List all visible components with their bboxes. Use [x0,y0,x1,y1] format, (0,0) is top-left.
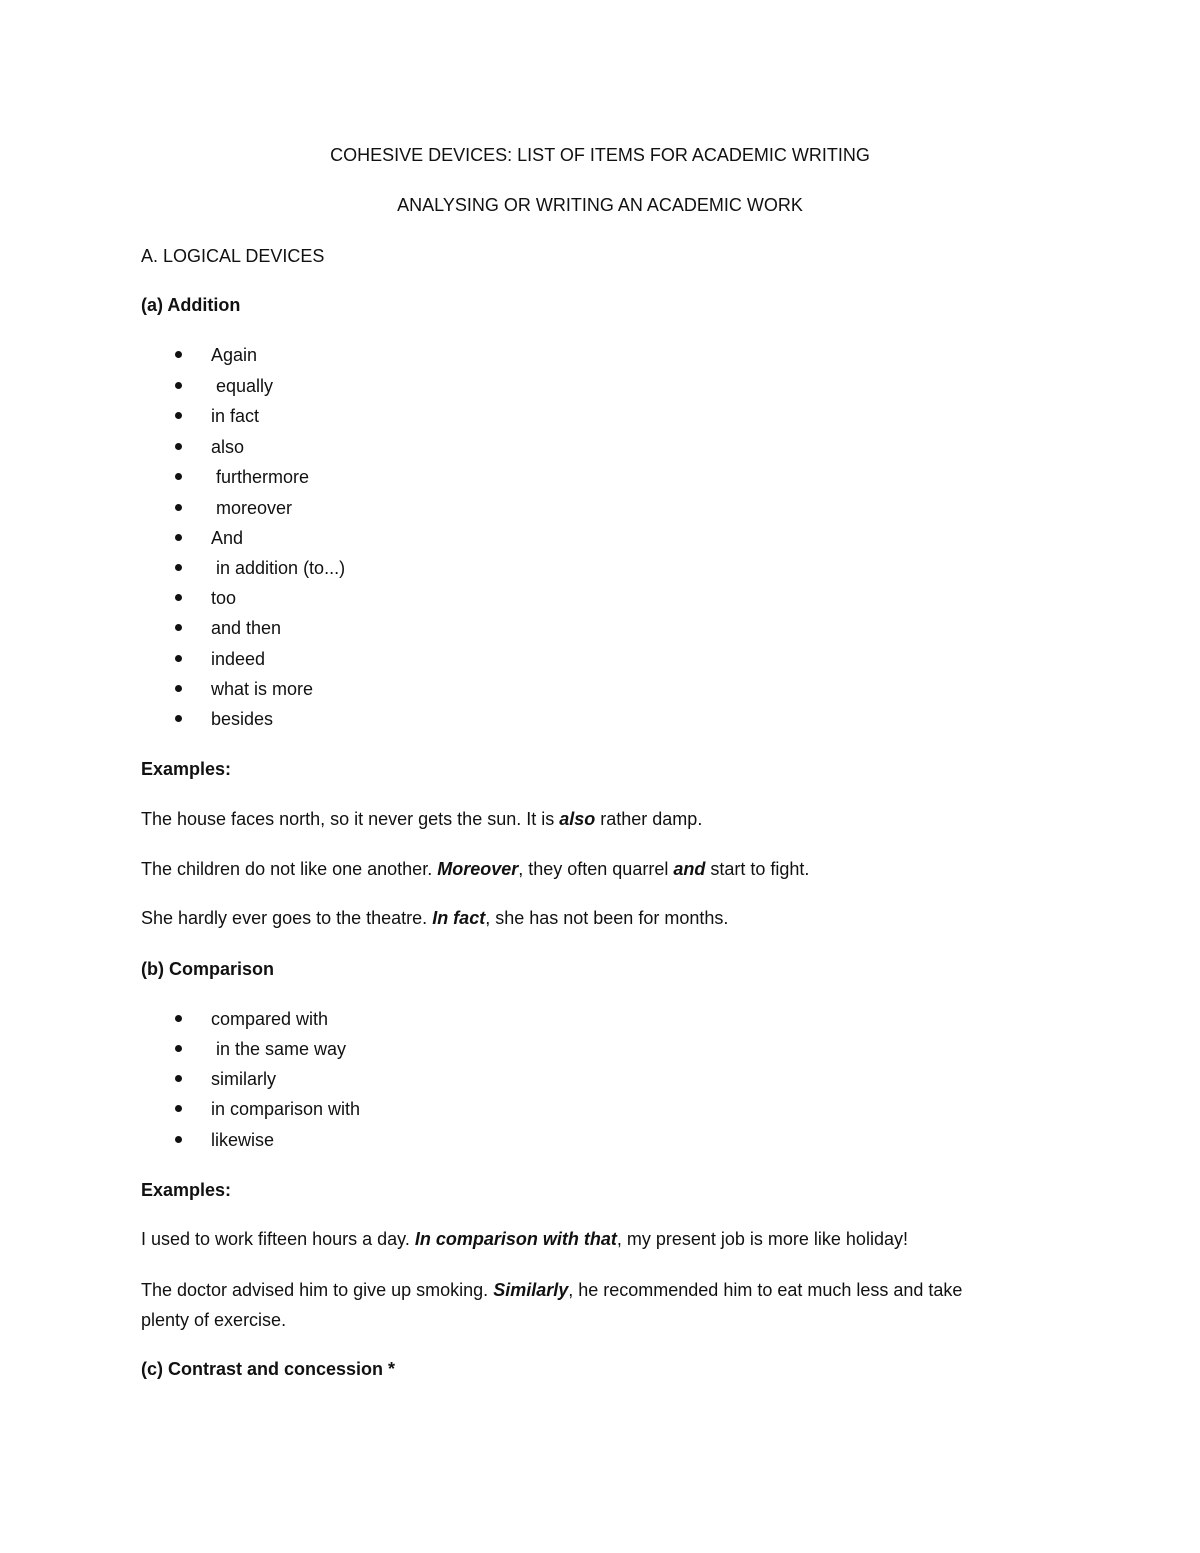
example-text: The doctor advised him to give up smoking. [141,1280,494,1300]
list-item: also [211,437,245,457]
cohesive-device: In comparison with that [414,1229,617,1249]
list-item: similarly [211,1069,276,1089]
bullet-icon [174,648,186,670]
bullet-icon [174,587,186,609]
example-text: rather damp. [595,809,703,829]
example-sentence-continued: plenty of exercise. [141,1310,287,1330]
list-item: moreover [211,498,293,518]
bullet-icon [174,708,186,730]
bullet-icon [174,678,186,700]
list-item: likewise [211,1130,275,1150]
list-item: in addition (to...) [211,558,346,578]
example-sentence [141,808,702,830]
bullet-icon [174,527,186,549]
list-item: indeed [211,649,266,669]
example-sentence [141,858,809,880]
bullet-icon [174,557,186,579]
example-text: start to fight. [705,859,810,879]
example-text: , my present job is more like holiday! [616,1229,908,1249]
example-sentence [141,1228,908,1250]
document-subtitle: ANALYSING OR WRITING AN ACADEMIC WORK [397,195,803,215]
bullet-icon [174,1098,186,1120]
examples-label: Examples: [141,759,232,779]
example-text: , they often quarrel [518,859,674,879]
list-item: equally [211,376,274,396]
example-text: I used to work fifteen hours a day. [141,1229,415,1249]
contrast-heading: (c) Contrast and concession * [141,1359,396,1379]
list-item: in the same way [211,1039,347,1059]
list-item: besides [211,709,274,729]
bullet-icon [174,1129,186,1151]
example-text: The house faces north, so it never gets the sun. It is [141,809,560,829]
bullet-icon [174,405,186,427]
example-text: , she has not been for months. [485,908,729,928]
example-sentence [141,1279,962,1301]
bullet-icon [174,617,186,639]
bullet-icon [174,497,186,519]
document-title: COHESIVE DEVICES: LIST OF ITEMS FOR ACADEMIC WRITING [330,145,870,165]
bullet-icon [174,375,186,397]
cohesive-device: In fact [432,908,486,928]
cohesive-device: and [673,859,706,879]
cohesive-device: Moreover [437,859,519,879]
bullet-icon [174,1008,186,1030]
list-item: in comparison with [211,1099,361,1119]
bullet-icon [174,1068,186,1090]
example-text: She hardly ever goes to the theatre. [141,908,433,928]
cohesive-device: also [559,809,596,829]
section-heading: A. LOGICAL DEVICES [141,246,325,266]
list-item: And [211,528,244,548]
list-item: and then [211,618,282,638]
list-item: furthermore [211,467,310,487]
bullet-icon [174,344,186,366]
cohesive-device: Similarly [493,1280,569,1300]
list-item: compared with [211,1009,329,1029]
bullet-icon [174,436,186,458]
examples-label: Examples: [141,1180,232,1200]
example-text: The children do not like one another. [141,859,438,879]
list-item: Again [211,345,258,365]
bullet-icon [174,466,186,488]
addition-heading: (a) Addition [141,295,241,315]
comparison-heading: (b) Comparison [141,959,274,979]
example-text: , he recommended him to eat much less and take [568,1280,963,1300]
list-item: in fact [211,406,260,426]
list-item: too [211,588,237,608]
bullet-icon [174,1038,186,1060]
example-sentence [141,907,728,929]
list-item: what is more [211,679,314,699]
